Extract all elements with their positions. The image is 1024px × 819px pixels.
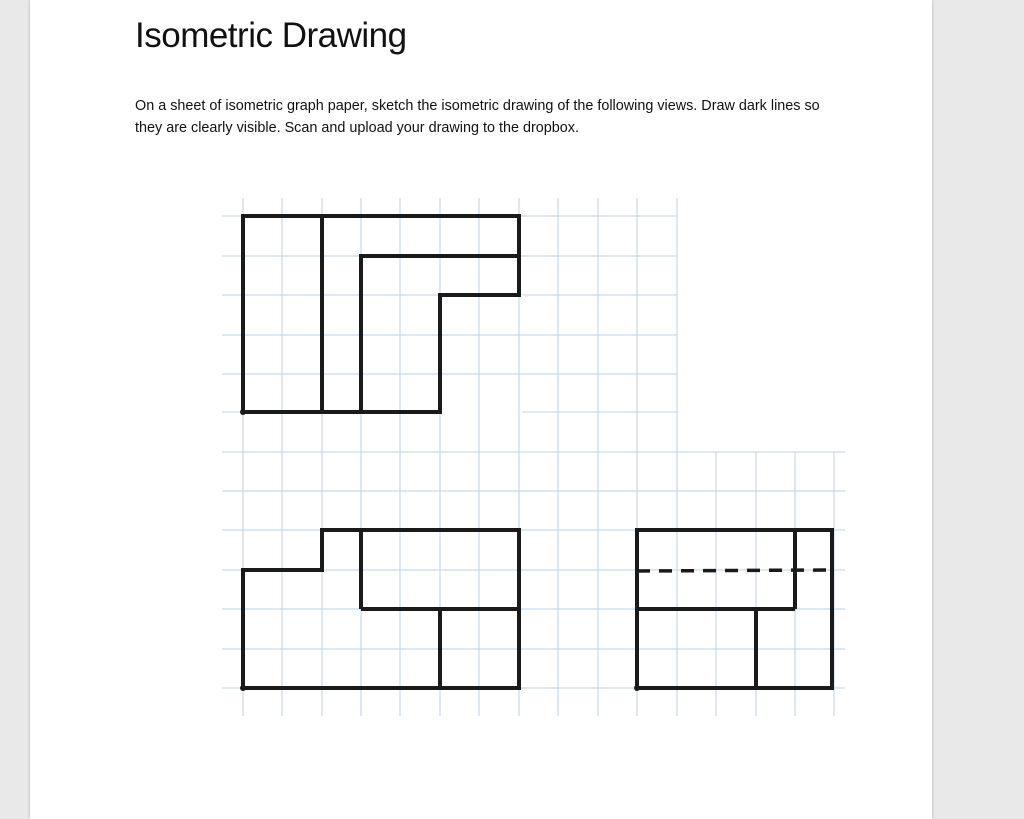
corner-dot bbox=[240, 409, 246, 415]
top-view-notch-mask bbox=[440, 295, 523, 414]
hidden-line-dashed bbox=[637, 570, 826, 571]
graph-grid bbox=[222, 198, 845, 716]
corner-dot bbox=[240, 685, 246, 691]
corner-dot bbox=[634, 685, 640, 691]
instructions-text: On a sheet of isometric graph paper, sketch the isometric drawing of the following views. Draw dark lines so they are clearly visible. Scan and upload your drawing to the dropbox. bbox=[135, 98, 820, 136]
page-title: Isometric Drawing bbox=[135, 16, 407, 55]
